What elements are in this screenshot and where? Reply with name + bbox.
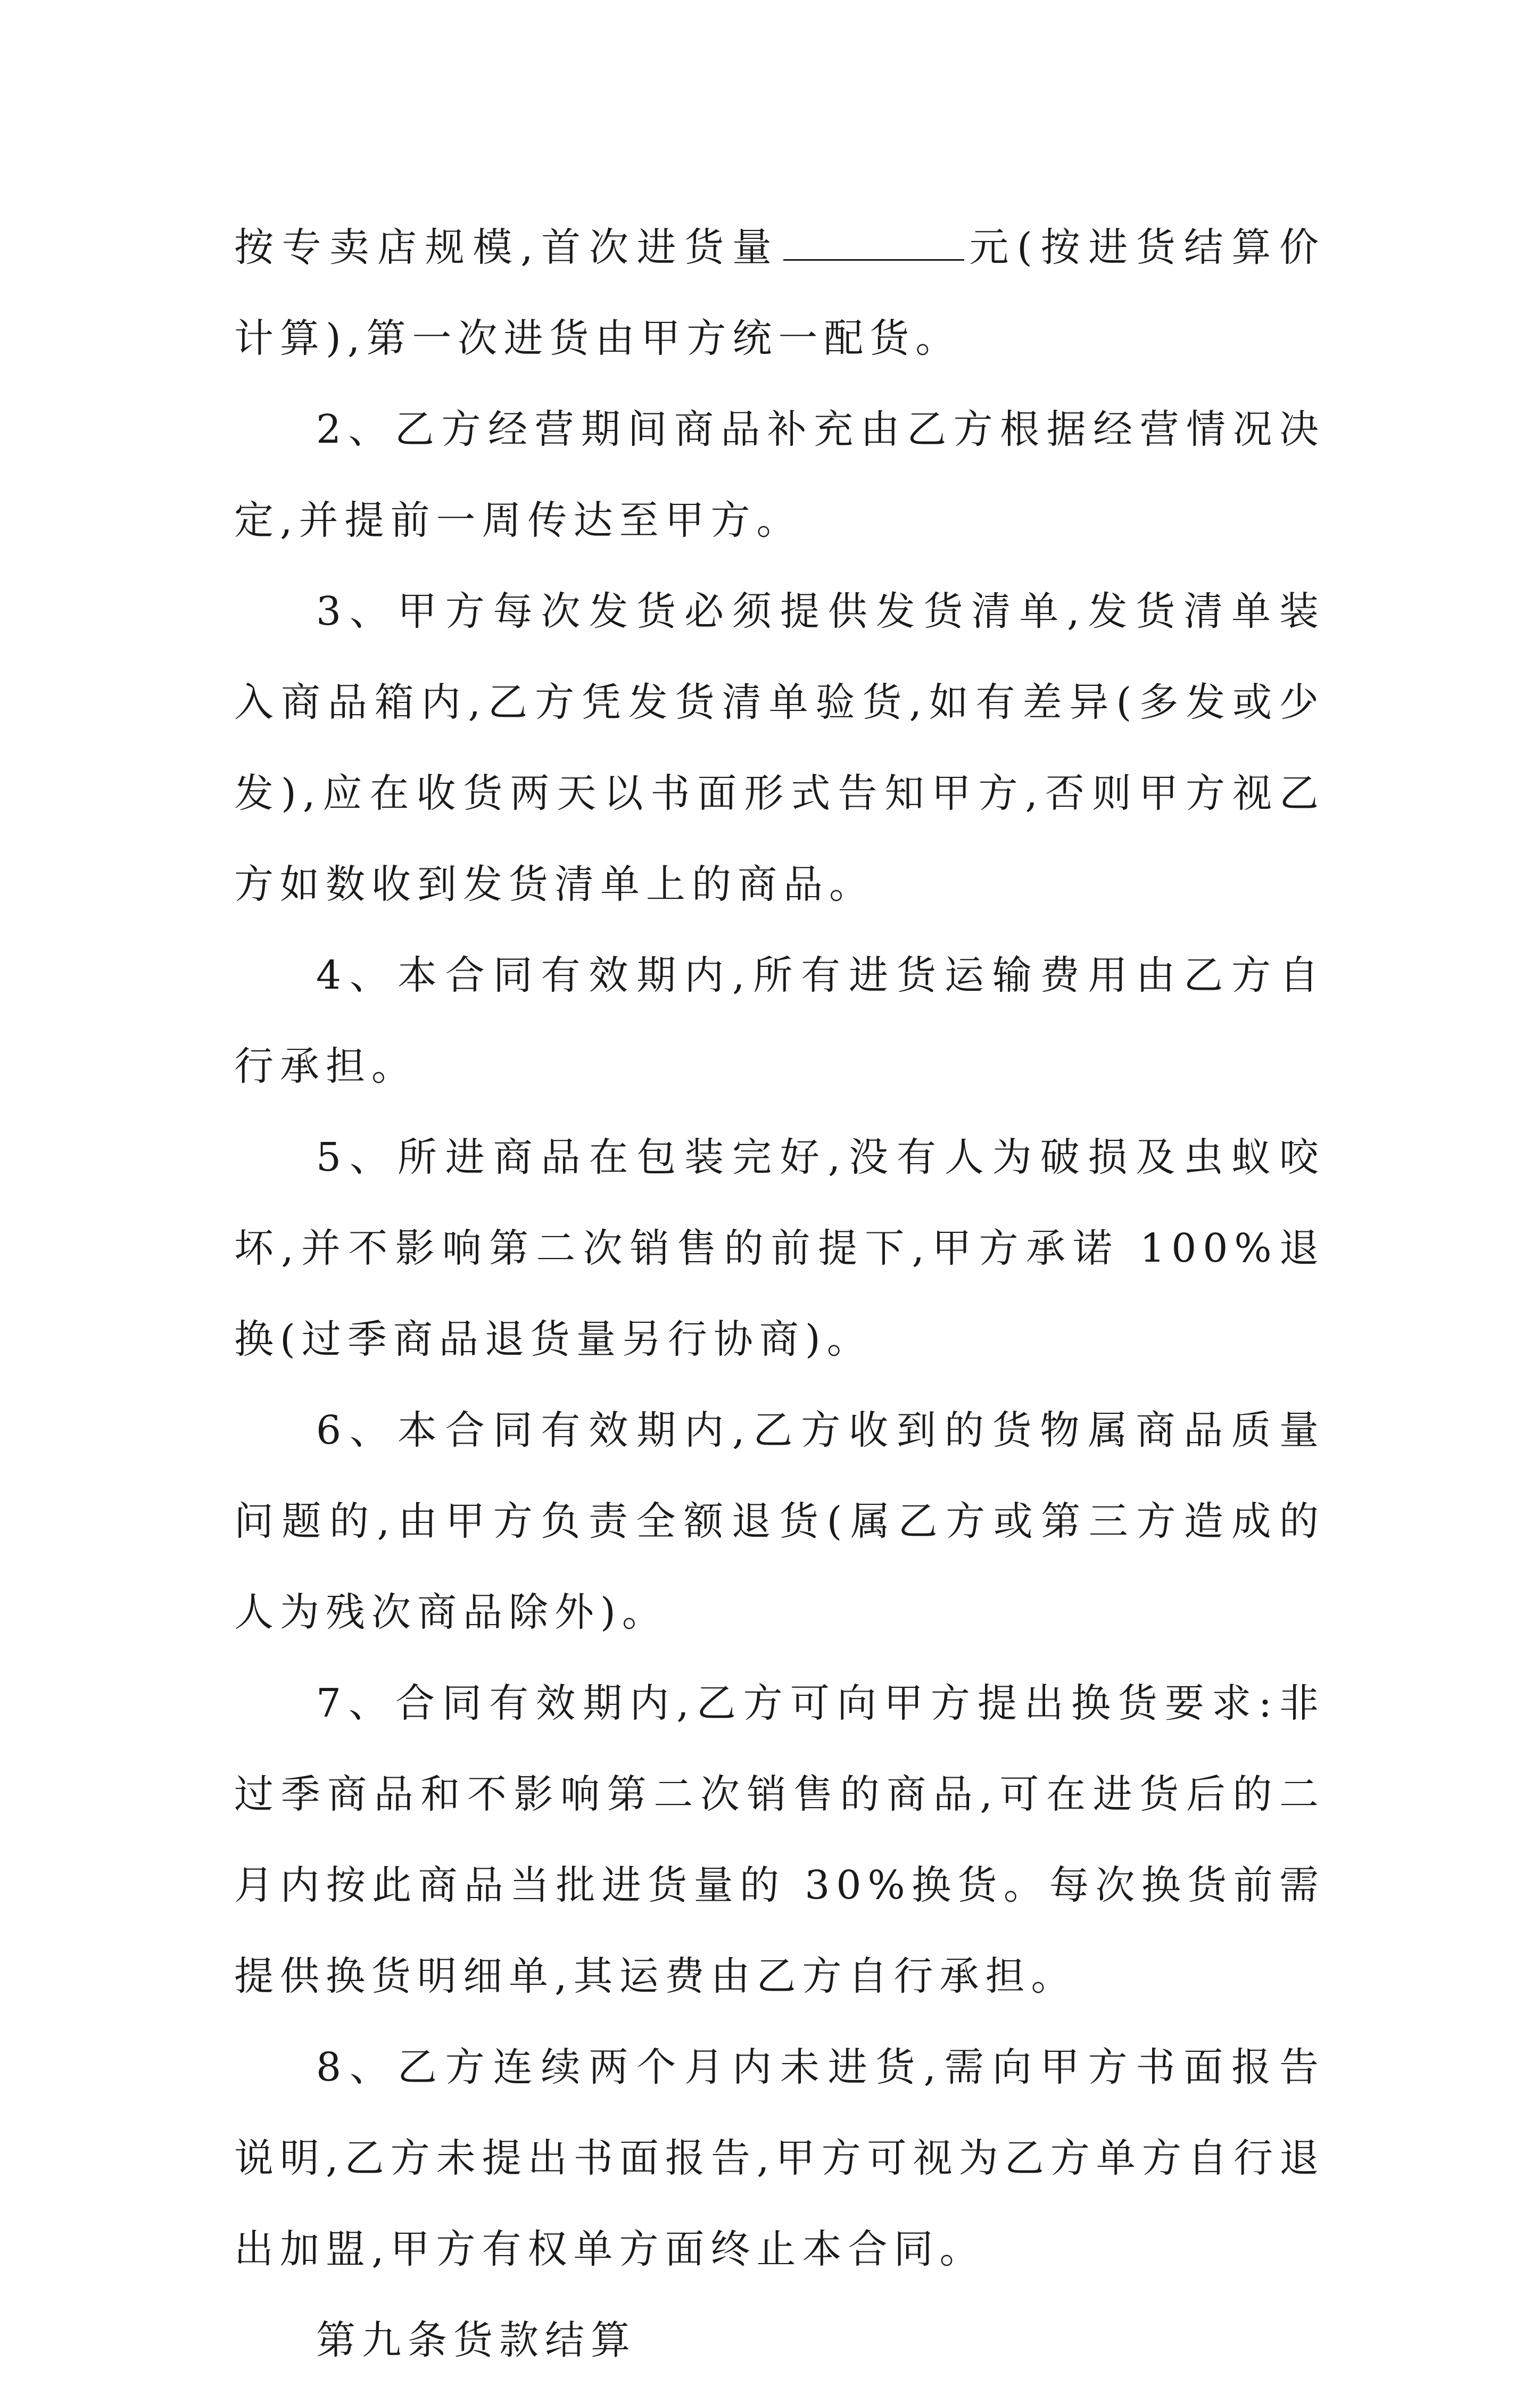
section-heading-article-9: 第九条货款结算 bbox=[316, 2317, 636, 2363]
initial-order-text-after: 元(按进货结算价计算),第一次进货由甲方统一配货。 bbox=[234, 225, 1325, 361]
paragraph-clause-7: 7、合同有效期内,乙方可向甲方提出换货要求:非过季商品和不影响第二次销售的商品,可在进货后的二月内按此商品当批进货量的 30%换货。每次换货前需提供换货明细单,其运费由乙方自行承担。 bbox=[234, 1680, 1325, 1999]
paragraph-clause-4: 4、本合同有效期内,所有进货运输费用由乙方自行承担。 bbox=[234, 952, 1325, 1089]
document-page bbox=[234, 202, 1325, 2386]
paragraph-clause-6: 6、本合同有效期内,乙方收到的货物属商品质量问题的,由甲方负责全额退货(属乙方或第三方造成的人为残次商品除外)。 bbox=[234, 1407, 1325, 1635]
paragraph-clause-8: 8、乙方连续两个月内未进货,需向甲方书面报告说明,乙方未提出书面报告,甲方可视为乙方单方自行退出加盟,甲方有权单方面终止本合同。 bbox=[234, 2044, 1325, 2272]
paragraph-clause-5: 5、所进商品在包装完好,没有人为破损及虫蚁咬坏,并不影响第二次销售的前提下,甲方承诺 100%退换(过季商品退货量另行协商)。 bbox=[234, 1134, 1325, 1362]
order-amount-blank bbox=[783, 228, 964, 261]
initial-order-text-before: 按专卖店规模,首次进货量 bbox=[234, 225, 780, 270]
paragraph-initial-order bbox=[234, 202, 1325, 384]
paragraph-clause-3: 3、甲方每次发货必须提供发货清单,发货清单装入商品箱内,乙方凭发货清单验货,如有差异(多发或少发),应在收货两天以书面形式告知甲方,否则甲方视乙方如数收到发货清单上的商品。 bbox=[234, 589, 1325, 907]
paragraph-clause-2: 2、乙方经营期间商品补充由乙方根据经营情况决定,并提前一周传达至甲方。 bbox=[234, 407, 1325, 543]
